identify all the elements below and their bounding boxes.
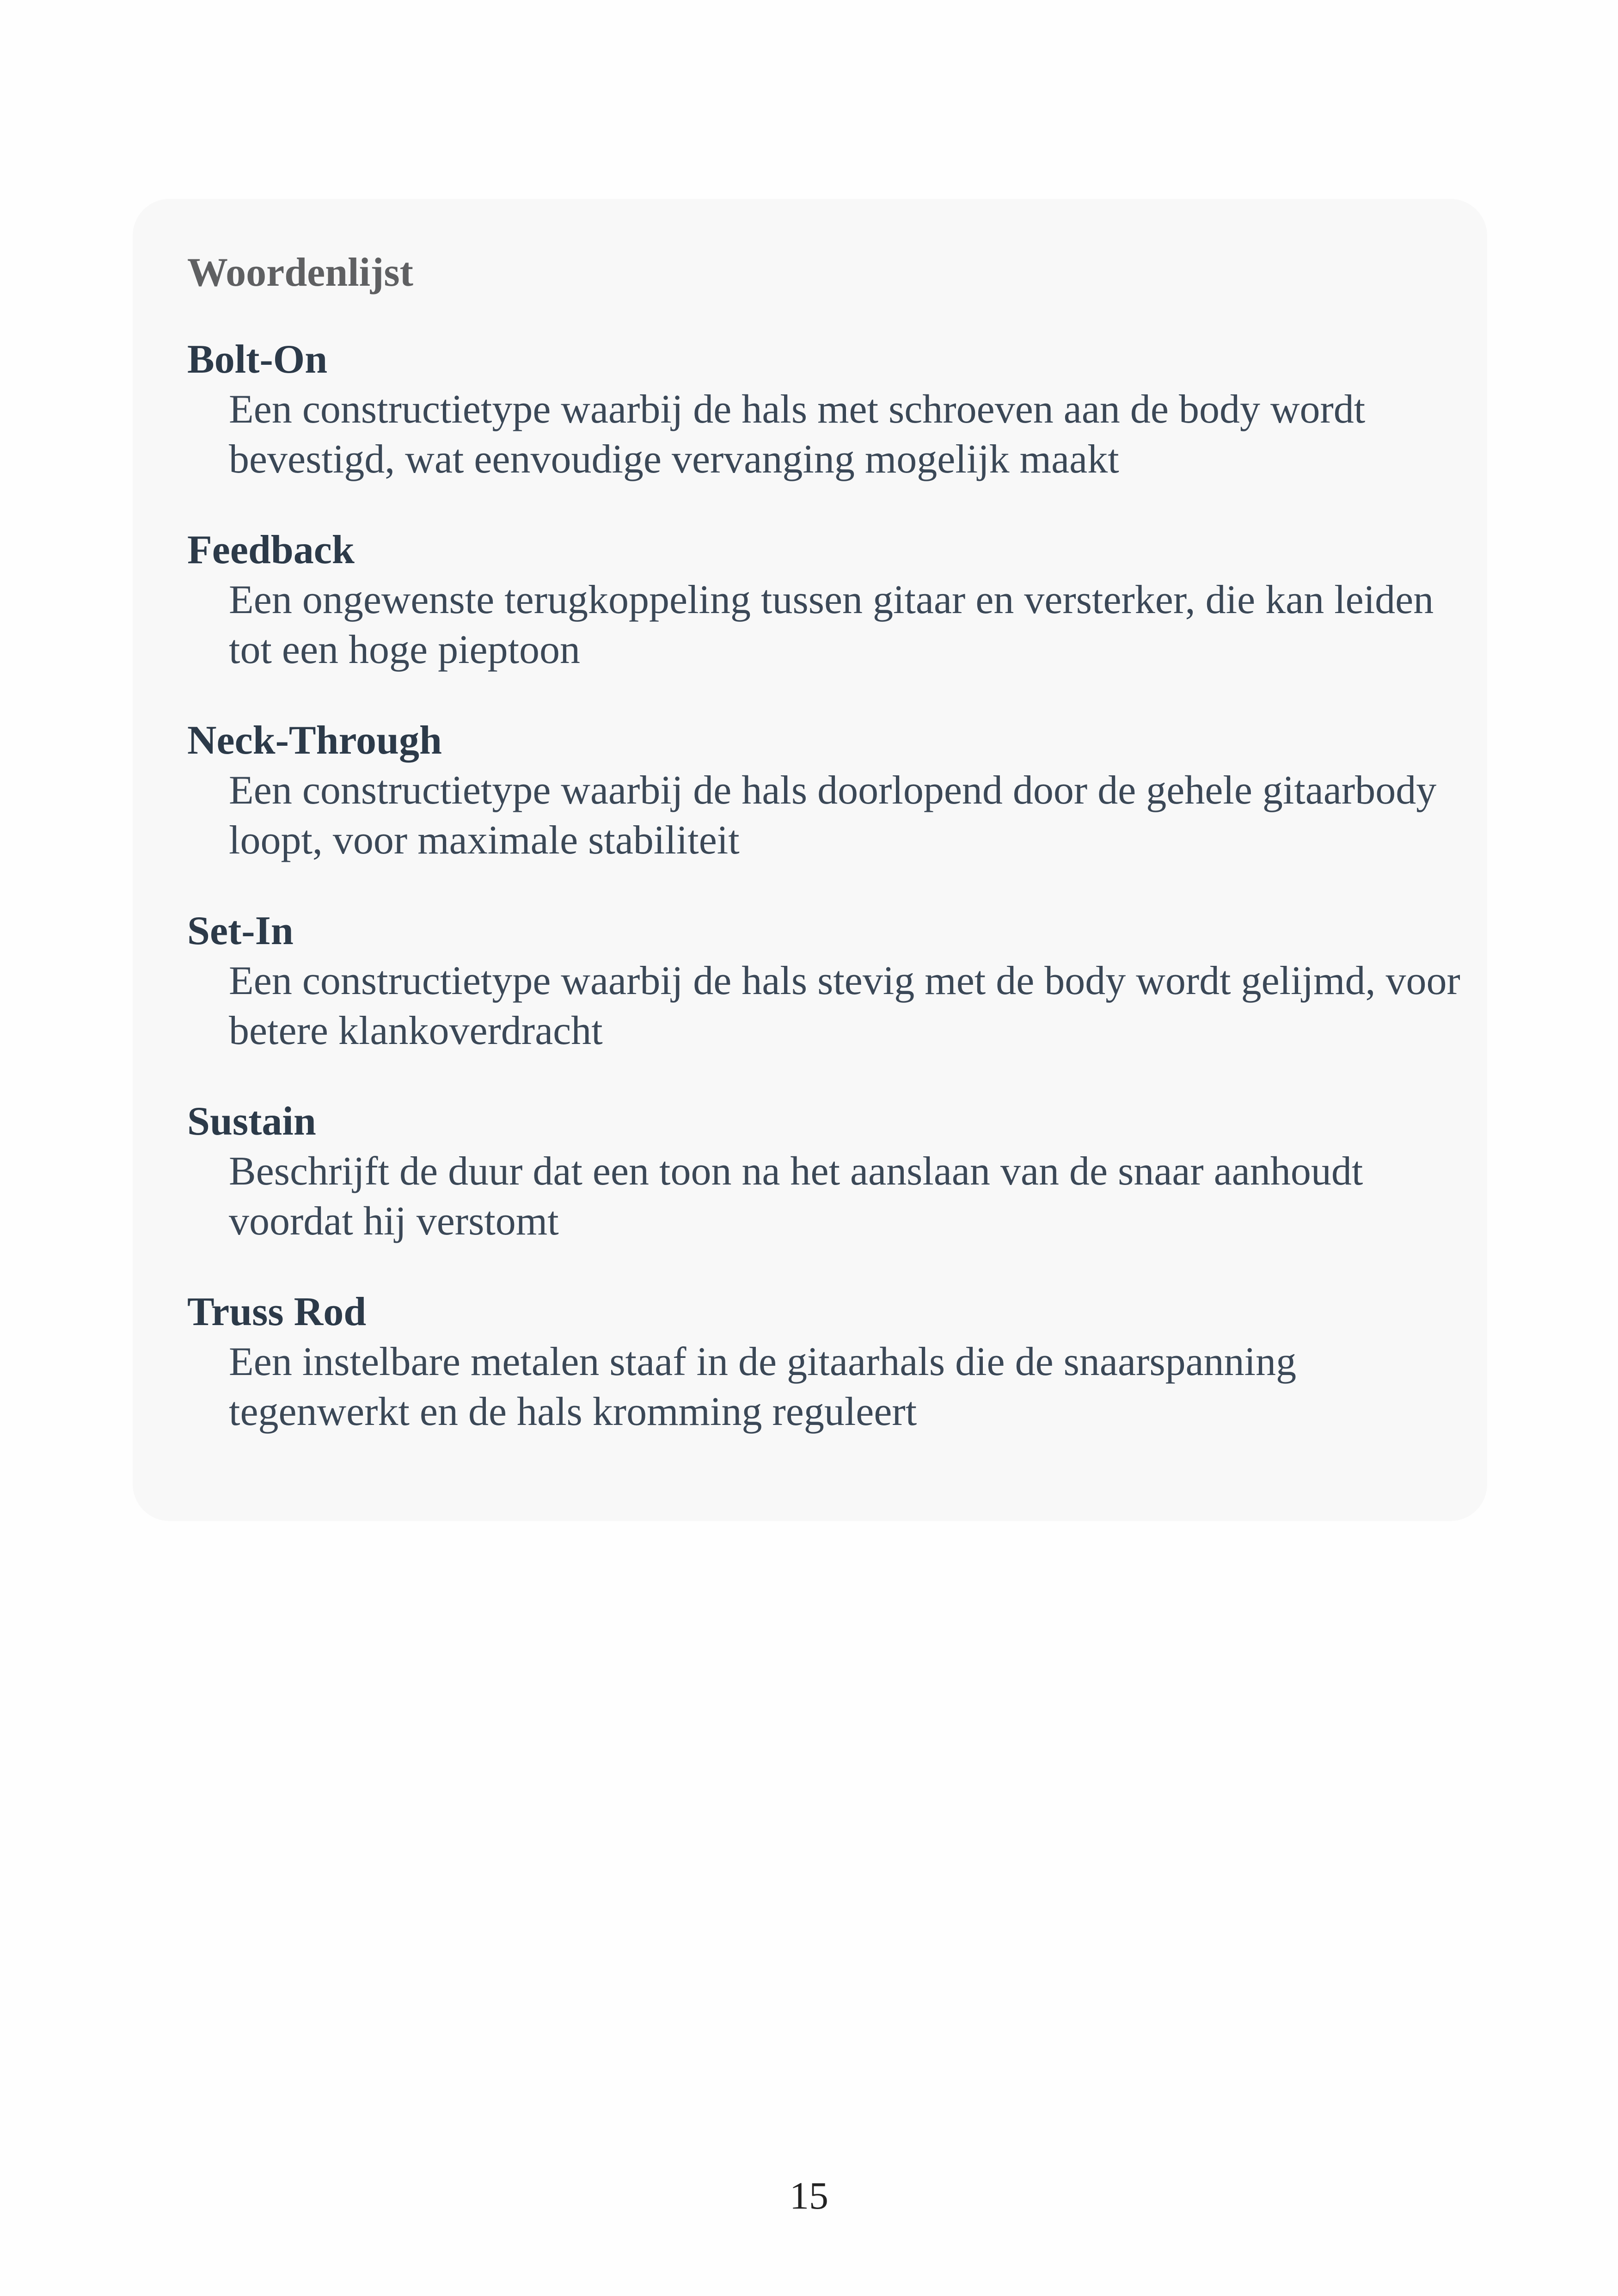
page-number: 15: [790, 2174, 828, 2217]
glossary-entry: [187, 908, 1487, 1056]
glossary-term: Bolt-On: [187, 337, 328, 382]
glossary-definition: Een instelbare metalen staaf in de gitaarhals die de snaarspanning tegenwerkt en de hals kromming reguleert: [229, 1339, 1297, 1434]
glossary-definition: Een constructietype waarbij de hals stevig met de body wordt gelijmd, voor betere klankoverdracht: [229, 958, 1460, 1053]
glossary-definition: Een constructietype waarbij de hals doorlopend door de gehele gitaarbody loopt, voor maximale stabiliteit: [229, 768, 1437, 863]
glossary-term: Neck-Through: [187, 718, 442, 763]
glossary-term: Sustain: [187, 1099, 316, 1144]
glossary-entry: [187, 1099, 1487, 1246]
glossary-entry: [187, 337, 1487, 485]
glossary-definition: Een ongewenste terugkoppeling tussen gitaar en versterker, die kan leiden tot een hoge pieptoon: [229, 577, 1434, 672]
glossary-title: Woordenlijst: [187, 250, 413, 295]
glossary-term: Set-In: [187, 909, 294, 953]
glossary-term: Truss Rod: [187, 1289, 367, 1334]
glossary-definition: Een constructietype waarbij de hals met schroeven aan de body wordt bevestigd, wat eenvoudige vervanging mogelijk maakt: [229, 387, 1366, 482]
glossary-entry: [187, 718, 1487, 866]
glossary-definition: Beschrijft de duur dat een toon na het aanslaan van de snaar aanhoudt voordat hij verstomt: [229, 1149, 1363, 1244]
glossary-entry: [187, 527, 1487, 675]
glossary-term: Feedback: [187, 528, 355, 572]
glossary-box: [133, 199, 1487, 1521]
glossary-entry: [187, 1289, 1487, 1437]
